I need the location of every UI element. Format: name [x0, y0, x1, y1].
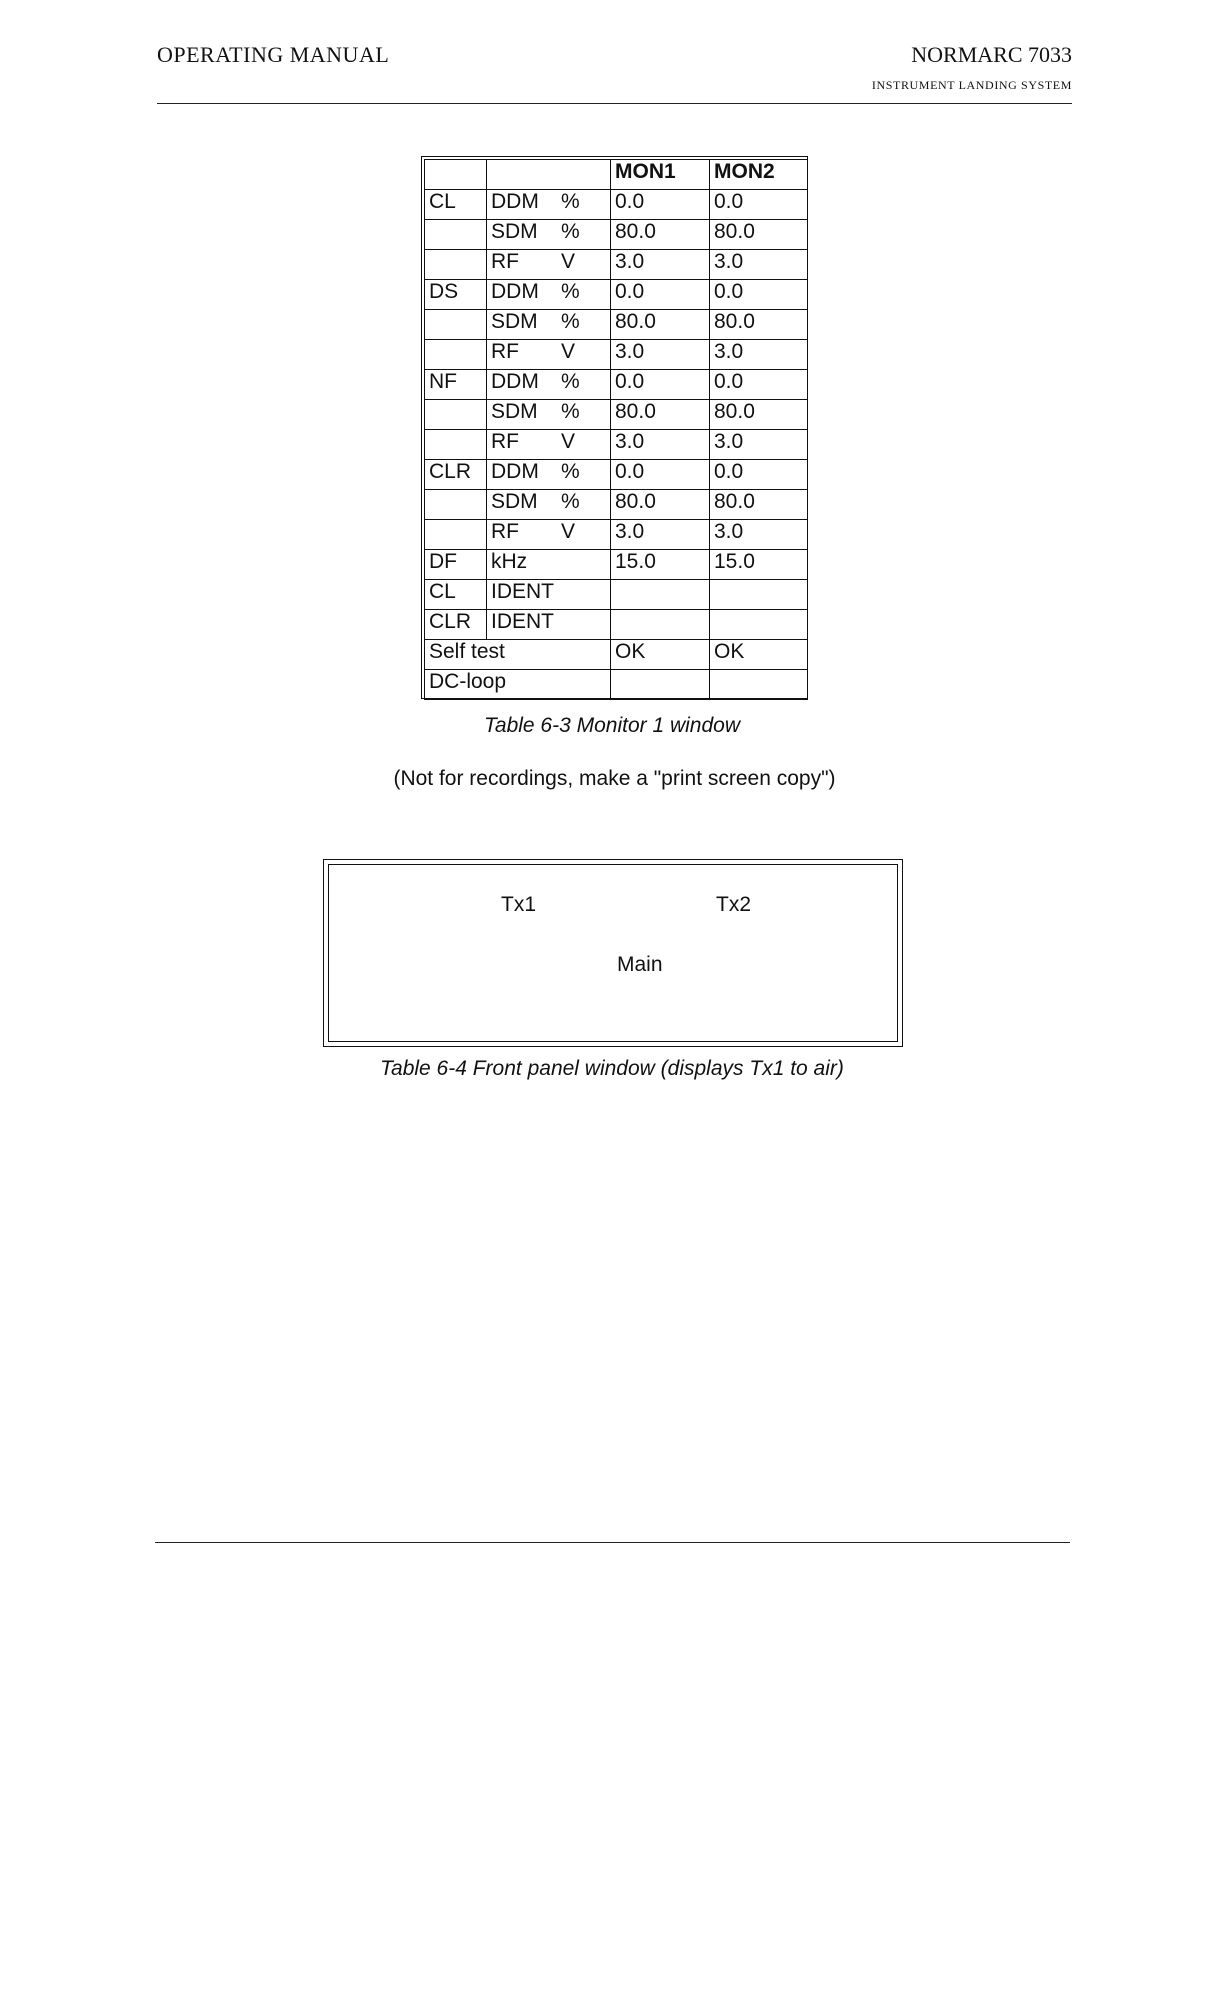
measure-cell [487, 190, 611, 220]
mon1-value [611, 670, 710, 700]
mon1-value: 0.0 [611, 460, 710, 490]
mon1-value: 80.0 [611, 220, 710, 250]
measure-name: RF [491, 340, 519, 363]
measure-cell [487, 340, 611, 370]
table-header-row [425, 160, 808, 190]
measure-name: kHz [491, 550, 528, 573]
recording-note: (Not for recordings, make a "print screen copy") [393, 767, 836, 790]
table-row [425, 490, 808, 520]
measure-name: DDM [491, 280, 539, 303]
mon2-value: 0.0 [710, 280, 808, 310]
measure-unit: % [561, 400, 580, 423]
tx2-label: Tx2 [716, 893, 752, 916]
header-rule [157, 103, 1072, 104]
mon1-value: OK [611, 640, 710, 670]
signal-cell [425, 340, 487, 370]
measure-cell [487, 460, 611, 490]
monitor-table [424, 159, 808, 700]
mon2-value [710, 610, 808, 640]
measure-unit: V [561, 520, 576, 543]
table-row [425, 310, 808, 340]
mon2-value: 3.0 [710, 520, 808, 550]
measure-name: SDM [491, 220, 538, 243]
measure-unit: % [561, 310, 580, 333]
measure-cell [487, 250, 611, 280]
signal-cell: CL [425, 580, 487, 610]
front-panel-window [323, 859, 903, 1047]
signal-cell: CLR [425, 460, 487, 490]
measure-unit: % [561, 280, 580, 303]
signal-cell [425, 400, 487, 430]
mon2-value [710, 580, 808, 610]
mon2-value: 80.0 [710, 310, 808, 340]
table-row [425, 580, 808, 610]
measure-name: IDENT [491, 610, 554, 633]
main-label: Main [617, 953, 663, 976]
monitor-table-caption: Table 6-3 Monitor 1 window [483, 714, 741, 737]
measure-unit: % [561, 370, 580, 393]
measure-cell [487, 220, 611, 250]
table-row [425, 550, 808, 580]
table-row [425, 400, 808, 430]
mon2-value: 80.0 [710, 490, 808, 520]
measure-unit: % [561, 490, 580, 513]
header-manual-title: OPERATING MANUAL [157, 42, 390, 67]
self-test-row [425, 640, 808, 670]
mon2-value: 15.0 [710, 550, 808, 580]
measure-cell [487, 550, 611, 580]
measure-cell [487, 310, 611, 340]
mon1-value: 0.0 [611, 280, 710, 310]
mon2-value: 3.0 [710, 430, 808, 460]
mon2-value: 3.0 [710, 340, 808, 370]
measure-name: RF [491, 250, 519, 273]
table-row [425, 370, 808, 400]
measure-unit: % [561, 460, 580, 483]
mon2-value: 0.0 [710, 370, 808, 400]
measure-name: RF [491, 430, 519, 453]
measure-name: SDM [491, 310, 538, 333]
measure-name: SDM [491, 400, 538, 423]
measure-name: DDM [491, 190, 539, 213]
measure-unit: V [561, 340, 576, 363]
signal-cell [425, 430, 487, 460]
mon2-value: 80.0 [710, 400, 808, 430]
measure-name: DDM [491, 460, 539, 483]
signal-cell [425, 250, 487, 280]
header-cell-mon2: MON2 [710, 160, 808, 190]
mon1-value: 0.0 [611, 370, 710, 400]
table-row [425, 340, 808, 370]
measure-name: SDM [491, 490, 538, 513]
table-row [425, 610, 808, 640]
measure-unit: % [561, 220, 580, 243]
dc-loop-row [425, 670, 808, 700]
tx1-label: Tx1 [501, 893, 537, 916]
measure-cell [487, 580, 611, 610]
measure-unit: V [561, 250, 576, 273]
table-row [425, 220, 808, 250]
monitor-table-frame [421, 156, 808, 699]
mon1-value: 80.0 [611, 310, 710, 340]
mon2-value [710, 670, 808, 700]
mon1-value: 3.0 [611, 250, 710, 280]
header-cell [425, 160, 487, 190]
measure-unit: % [561, 190, 580, 213]
signal-cell [425, 310, 487, 340]
mon2-value: 3.0 [710, 250, 808, 280]
mon1-value [611, 610, 710, 640]
signal-cell [425, 490, 487, 520]
mon2-value: 80.0 [710, 220, 808, 250]
measure-unit: V [561, 430, 576, 453]
mon1-value: 80.0 [611, 490, 710, 520]
measure-cell [487, 520, 611, 550]
header-product-subtitle: INSTRUMENT LANDING SYSTEM [871, 78, 1072, 92]
row-label: Self test [425, 640, 611, 670]
mon1-value: 80.0 [611, 400, 710, 430]
mon1-value: 0.0 [611, 190, 710, 220]
table-row [425, 460, 808, 490]
signal-cell: NF [425, 370, 487, 400]
monitor-table-body [425, 160, 808, 700]
mon1-value: 3.0 [611, 430, 710, 460]
signal-cell: DS [425, 280, 487, 310]
table-row [425, 190, 808, 220]
measure-cell [487, 610, 611, 640]
row-label: DC-loop [425, 670, 611, 700]
signal-cell [425, 520, 487, 550]
measure-cell [487, 430, 611, 460]
measure-cell [487, 400, 611, 430]
footer-rule [155, 1542, 1070, 1543]
mon1-value: 15.0 [611, 550, 710, 580]
measure-cell [487, 370, 611, 400]
measure-cell [487, 280, 611, 310]
front-panel-caption: Table 6-4 Front panel window (displays Tx1 to air) [380, 1057, 844, 1080]
header-product-name: NORMARC 7033 [911, 42, 1072, 67]
mon1-value: 3.0 [611, 520, 710, 550]
mon1-value [611, 580, 710, 610]
header-cell-mon1: MON1 [611, 160, 710, 190]
measure-name: DDM [491, 370, 539, 393]
measure-name: IDENT [491, 580, 554, 603]
mon2-value: 0.0 [710, 190, 808, 220]
table-row [425, 430, 808, 460]
signal-cell [425, 220, 487, 250]
measure-cell [487, 490, 611, 520]
table-row [425, 250, 808, 280]
mon2-value: 0.0 [710, 460, 808, 490]
table-row [425, 280, 808, 310]
measure-name: RF [491, 520, 519, 543]
signal-cell: CL [425, 190, 487, 220]
front-panel-inner-frame [328, 864, 898, 1042]
mon2-value: OK [710, 640, 808, 670]
header-cell [487, 160, 611, 190]
signal-cell: DF [425, 550, 487, 580]
mon1-value: 3.0 [611, 340, 710, 370]
signal-cell: CLR [425, 610, 487, 640]
table-row [425, 520, 808, 550]
